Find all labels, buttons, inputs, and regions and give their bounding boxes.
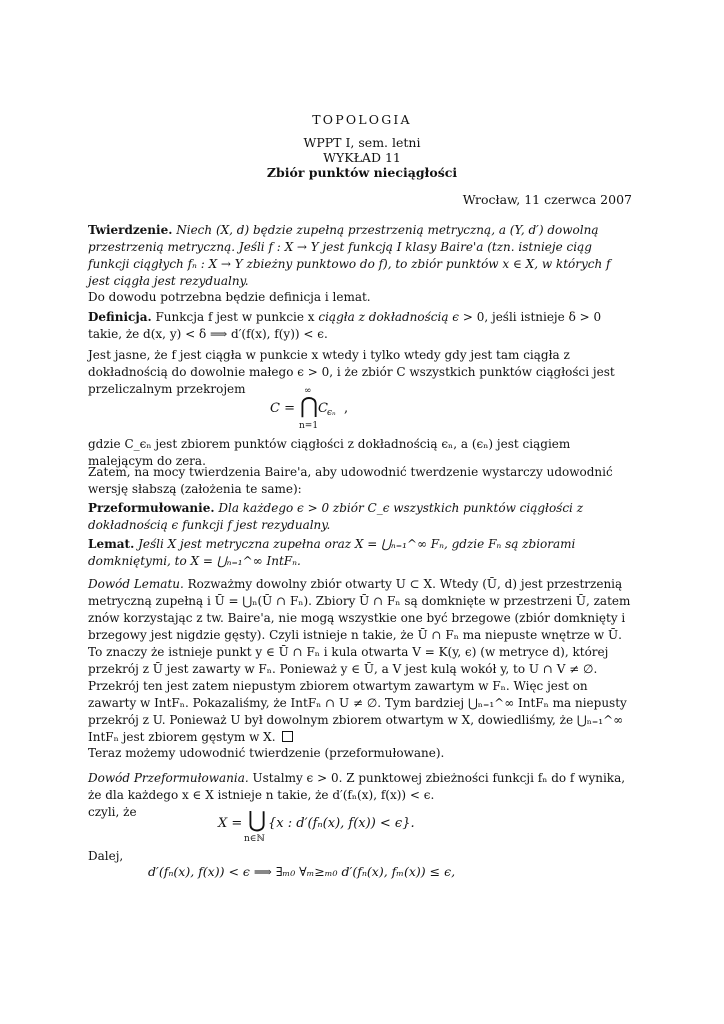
reformulation — [88, 500, 632, 534]
reformulation-proof — [88, 770, 632, 804]
definition-label: Definicja. — [88, 310, 152, 324]
intro-text: Do dowodu potrzebna będzie definicja i lemat. — [88, 290, 371, 304]
definition — [88, 309, 632, 343]
equation-cauchy: d′(fₙ(x), f(x)) < ϵ ⟹ ∃ₘ₀ ∀ₘ≥ₘ₀ d′(fₙ(x), fₘ(x)) ≤ ϵ, — [148, 864, 456, 879]
definition-text-a: Funkcja f jest w punkcie x — [155, 310, 319, 324]
eq2-lower: n∈ℕ — [244, 834, 265, 844]
eq1-sub: ϵₙ — [327, 408, 336, 418]
eq1-upper: ∞ — [304, 386, 312, 396]
definition-text-c: > 0, jeśli istnieje δ > 0 takie, że d(x, y) < δ ⟹ d′(f(x), f(y)) < ϵ. — [88, 310, 602, 341]
equation-union — [218, 808, 478, 852]
reformulation-proof-label: Dowód Przeformułowania. — [88, 771, 249, 785]
theorem — [88, 222, 632, 290]
paragraph-now: Teraz możemy udowodnić twierdzenie (przeformułowane). — [88, 746, 445, 760]
paragraph-where: gdzie C_ϵₙ jest zbiorem punktów ciągłości z dokładnością ϵₙ, a (ϵₙ) jest ciągiem malejącym do zera. — [88, 437, 571, 468]
reformulation-text: Dla każdego ϵ > 0 zbiór C_ϵ wszystkich punktów ciągłości z dokładnością ϵ funkcji f jest rezydualny. — [88, 501, 584, 532]
course-info: WPPT I, sem. letni — [303, 135, 421, 150]
dalej-text: Dalej, — [88, 849, 124, 863]
lemma-proof — [88, 576, 632, 746]
eq2-rhs: {x : d′(fₙ(x), f(x)) < ϵ}. — [268, 816, 415, 831]
eq1-lhs: C = — [270, 401, 295, 416]
eq1-lower: n=1 — [299, 421, 319, 431]
lecture-subtitle: Zbiór punktów nieciągłości — [266, 165, 458, 180]
lemma-proof-label: Dowód Lematu. — [88, 577, 184, 591]
eq1-rhs: C — [318, 401, 328, 416]
lemma-text: Jeśli X jest metryczna zupełna oraz X = ⋃ₙ₌₁^∞ Fₙ, gdzie Fₙ są zbiorami domkniętymi, to X = ⋃ₙ₌₁^∞ IntFₙ. — [88, 537, 576, 568]
lemma-label: Lemat. — [88, 537, 135, 551]
lemma-proof-text: Rozważmy dowolny zbiór otwarty U ⊂ X. Wtedy (Ū, d) jest przestrzenią metryczną zupełną i Ū = ⋃ₙ(Ū ∩ Fₙ). Zbiory Ū ∩ Fₙ są domknięte w przestrzeni Ū, zatem znów korzystając z tw. Baire'a, nie mogą wszystkie one być brzegowe (zbiór domknięty i brzegowy jest nigdzie gęsty). Czyli istnieje n takie, że Ū ∩ Fₙ ma niepuste wnętrze w Ū. To znaczy że istnieje punkt y ∈ Ū ∩ Fₙ i kula otwarta V = K(y, ϵ) (w metryce d), której przekrój z Ū jest zawarty w Fₙ. Ponieważ y ∈ Ū, a V jest kulą wokół y, to U ∩ V ≠ ∅. Przekrój ten jest zatem niepustym zbiorem otwartym zawartym w Fₙ. Więc jest on zawarty w IntFₙ. Pokazaliśmy, że IntFₙ ∩ U ≠ ∅. Tym bardziej ⋃ₙ₌₁^∞ IntFₙ ma niepusty przekrój z U. Ponieważ U był dowolnym zbiorem otwartym w X, dowiedliśmy, że ⋃ₙ₌₁^∞ IntFₙ jest zbiorem gęstym w X. — [88, 577, 631, 744]
theorem-label: Twierdzenie. — [88, 223, 173, 237]
eq1-tail: , — [344, 401, 349, 416]
eq2-lhs: X = — [218, 816, 243, 831]
equation-intersection — [270, 388, 450, 432]
czyli-text: czyli, że — [88, 805, 137, 819]
qed-icon — [282, 731, 293, 742]
place-date: Wrocław, 11 czerwca 2007 — [462, 192, 632, 207]
lemma — [88, 536, 632, 570]
reformulation-proof-text: Ustalmy ϵ > 0. Z punktowej zbieżności funkcji fₙ do f wynika, że dla każdego x ∈ X istnieje n takie, że d′(fₙ(x), f(x)) < ϵ. — [88, 771, 626, 802]
document-title: TOPOLOGIA — [312, 112, 412, 127]
definition-term: ciągła z dokładnością ϵ — [318, 310, 460, 324]
lecture-number: WYKŁAD 11 — [323, 150, 401, 165]
paragraph-baire: Zatem, na mocy twierdzenia Baire'a, aby udowodnić twerdzenie wystarczy udowodnić wersję słabszą (założenia te same): — [88, 465, 613, 496]
eq2-union-symbol: ⋃ — [248, 808, 267, 833]
paragraph-continuity: Jest jasne, że f jest ciągła w punkcie x wtedy i tylko wtedy gdy jest tam ciągła z dokładnością do dowolnie małego ϵ > 0, i że zbiór C wszystkich punktów ciągłości jest przeliczalnym przekrojem — [88, 348, 615, 396]
reformulation-label: Przeformułowanie. — [88, 501, 215, 515]
eq1-intersection-symbol: ⋂ — [300, 394, 319, 419]
theorem-text: Niech (X, d) będzie zupełną przestrzenią metryczną, a (Y, d′) dowolną przestrzenią metryczną. Jeśli f : X → Y jest funkcją I klasy Baire'a (tzn. istnieje ciąg funkcji ciągłych fₙ : X → Y zbieżny punktowo do f), to zbiór punktów x ∈ X, w których f jest ciągła jest rezydualny. — [88, 223, 611, 288]
